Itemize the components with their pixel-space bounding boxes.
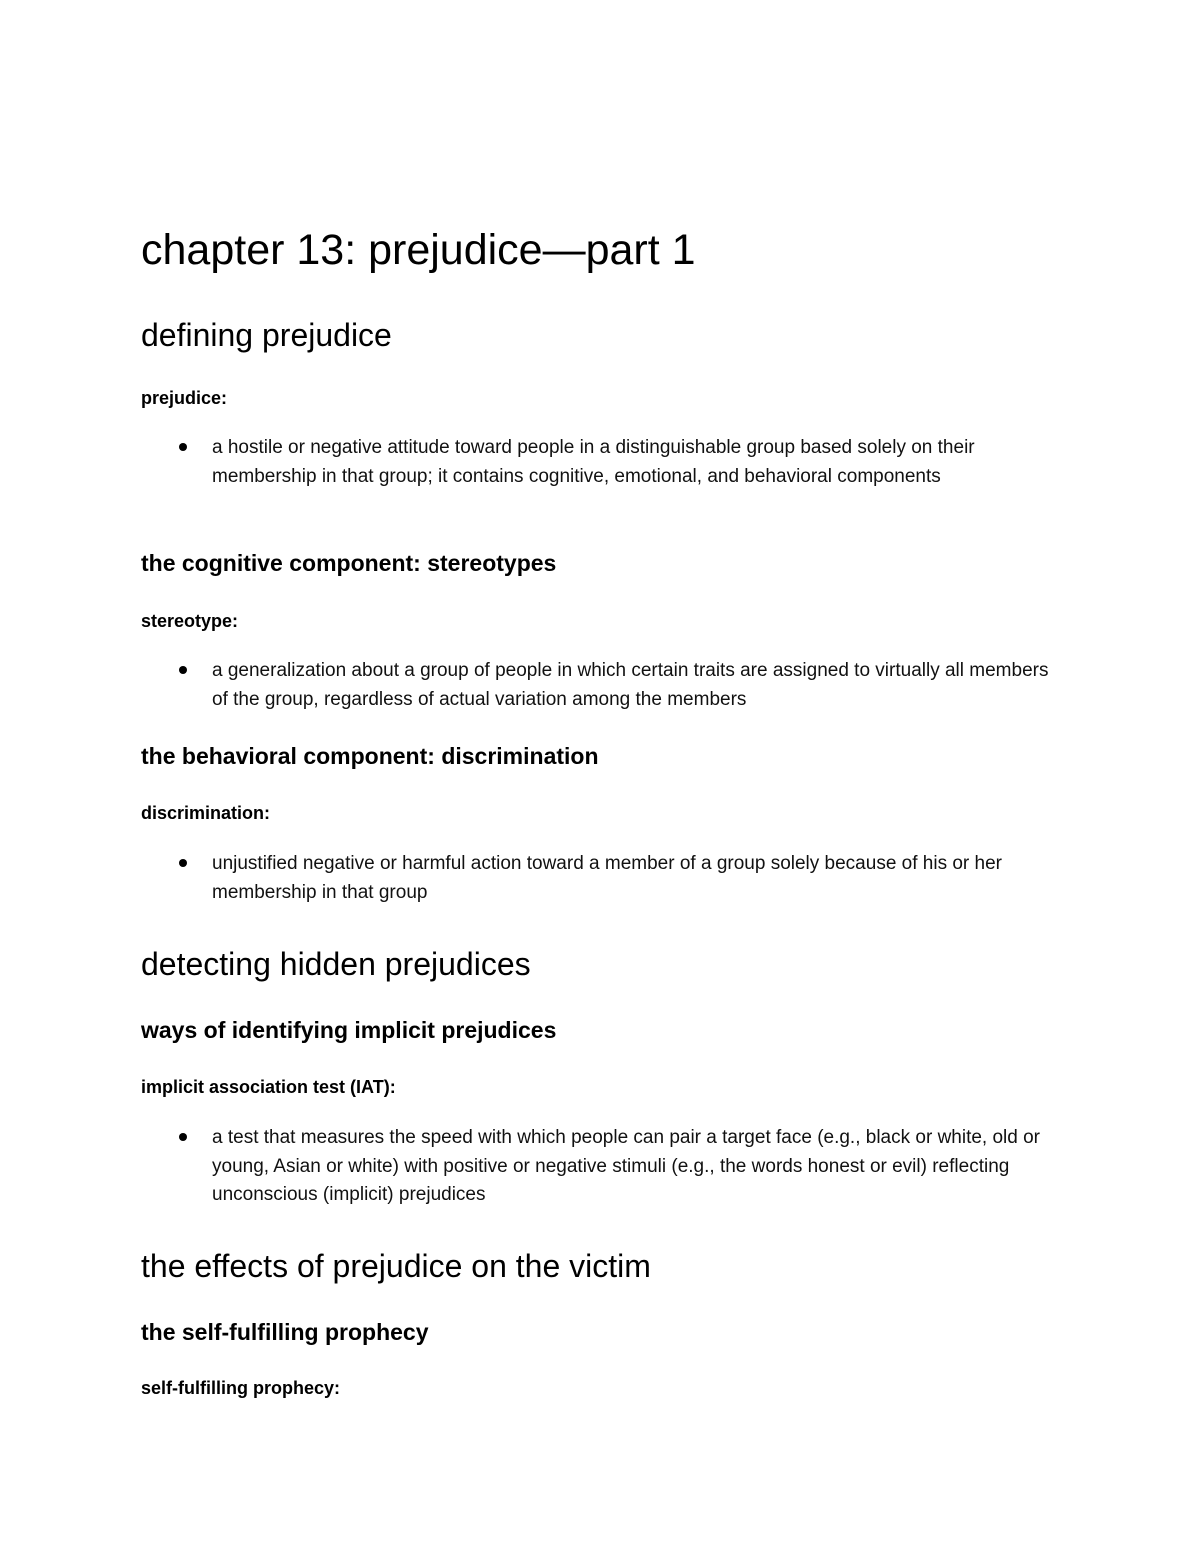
subsection-heading-implicit-prejudices: ways of identifying implicit prejudices [141,1017,557,1043]
bullet-icon [179,666,187,674]
document-title: chapter 13: prejudice—part 1 [141,226,696,274]
term-prejudice: prejudice: [141,388,228,408]
subsection-heading-stereotypes: the cognitive component: stereotypes [141,550,557,576]
definition-prejudice: a hostile or negative attitude toward people in a distinguishable group based solely on their membership in that group; it contains cognitive, emotional, and behavioral components [212,437,975,487]
definition-iat: a test that measures the speed with which people can pair a target face (e.g., black or white, old or young, Asian or white) with positive or negative stimuli (e.g., the words honest or evil) reflecting unconscious (implicit) prejudices [212,1127,1041,1205]
definition-stereotype: a generalization about a group of people in which certain traits are assigned to virtually all members of the group, regardless of actual variation among the members [212,660,1049,710]
section-heading-detecting-hidden-prejudices: detecting hidden prejudices [141,946,531,982]
term-discrimination: discrimination: [141,803,271,823]
bullet-icon [179,443,187,451]
subsection-heading-discrimination: the behavioral component: discrimination [141,743,599,769]
section-heading-defining-prejudice: defining prejudice [141,317,392,353]
term-self-fulfilling-prophecy: self-fulfilling prophecy: [141,1378,341,1398]
bullet-icon [179,1133,187,1141]
term-stereotype: stereotype: [141,611,239,631]
section-heading-effects-of-prejudice: the effects of prejudice on the victim [141,1248,651,1284]
subsection-heading-self-fulfilling-prophecy: the self-fulfilling prophecy [141,1319,429,1345]
bullet-icon [179,859,187,867]
term-iat: implicit association test (IAT): [141,1077,396,1097]
definition-discrimination: unjustified negative or harmful action toward a member of a group solely because of his or her membership in that group [212,853,1002,903]
